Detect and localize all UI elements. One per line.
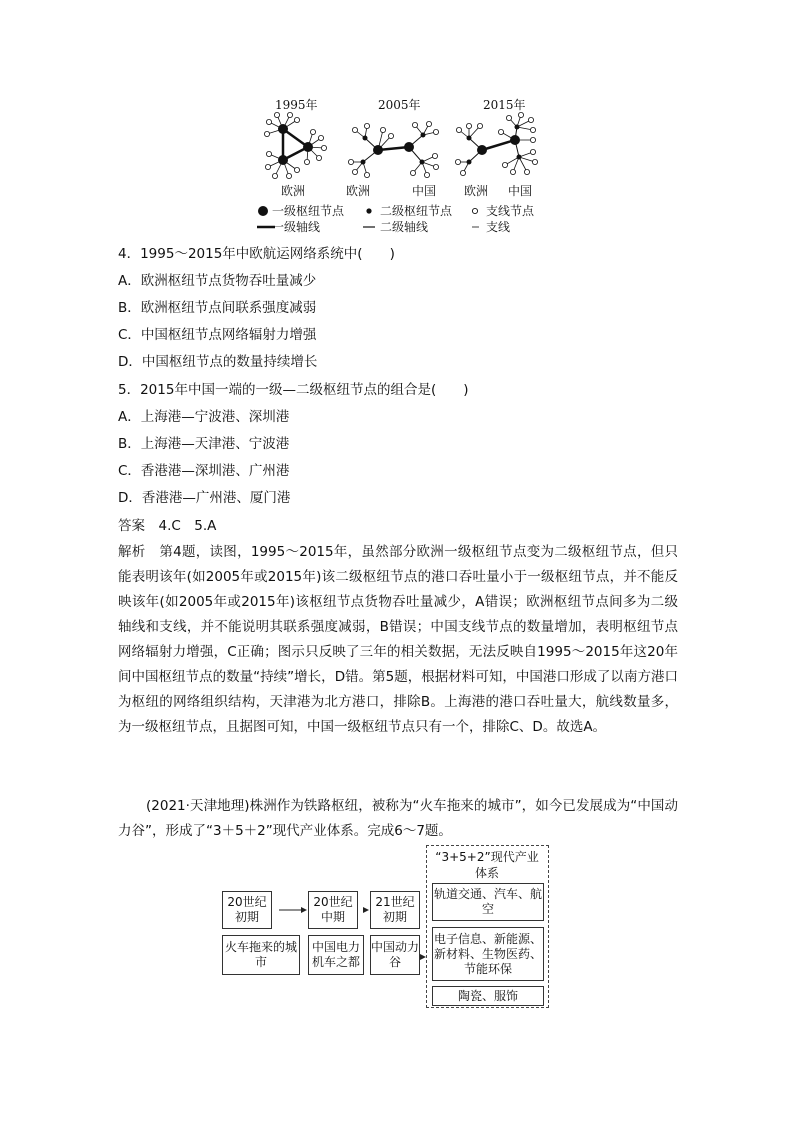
question-4-stem: 4．1995～2015年中欧航运网络系统中( ) <box>118 246 395 262</box>
legend-primary-node: 一级枢纽节点 <box>272 204 345 218</box>
legend-primary-axis: 一级轴线 <box>272 220 321 234</box>
industry-system-title: “3+5+2”现代产业体系 <box>435 850 539 880</box>
branch-node-symbol <box>468 204 482 218</box>
legend-branch-line: 支线 <box>486 220 511 234</box>
analysis-paragraph: 解析 第4题，读图，1995～2015年，虽然部分欧洲一级枢纽节点变为二级枢纽节点，但只能表明该年(如2005年或2015年)该二级枢纽节点的港口吞吐量小于一级枢纽节点，并不能反映该年(如2005年或2015年)该枢纽节点货物吞吐量减少，A错误；欧洲枢纽节点间多为二级轴线和支线，并不能说明其联系强度减弱，B错误；中国支线节点的数量增加，表明枢纽节点网络辐射力增强，C正确；图示只反映了三年的相关数据，无法反映自1995～2015年这20年间中国枢纽节点的数量“持续”增长，D错。第5题，根据材料可知，中国港口形成了以南方港口为枢纽的网络组织结构，天津港为北方港口，排除B。上海港的港口吞吐量大，航线数量多，为一级枢纽节点，且据图可知，中国一级枢纽节点只有一个，排除C、D。故选A。 <box>118 544 678 735</box>
secondary-axis-symbol <box>362 221 378 233</box>
industry-box-ceramics-apparel: 陶瓷、服饰 <box>432 986 544 1006</box>
answer-line: 答案 4.C 5.A <box>118 518 217 534</box>
year-label-2005: 2005年 <box>378 98 421 112</box>
network-2005 <box>348 121 438 177</box>
label-europe-1995: 欧洲 <box>281 184 306 198</box>
question-4-option-d: D．中国枢纽节点的数量持续增长 <box>118 354 318 370</box>
period-box-mid-20th: 20世纪中期 <box>308 891 358 929</box>
year-label-1995: 1995年 <box>275 98 318 112</box>
question-5-option-a: A．上海港—宁波港、深圳港 <box>118 409 290 425</box>
secondary-node-symbol <box>362 204 376 218</box>
name-box-power-valley: 中国动力谷 <box>370 935 420 975</box>
label-europe-2015: 欧洲 <box>464 184 489 198</box>
question-5-option-c: C．香港港—深圳港、广州港 <box>118 463 290 479</box>
industry-box-rail-auto-aviation: 轨道交通、汽车、航空 <box>432 883 544 921</box>
name-box-train-city: 火车拖来的城市 <box>222 935 300 975</box>
question-4-option-a: A．欧洲枢纽节点货物吞吐量减少 <box>118 273 317 289</box>
industry-box-emerging: 电子信息、新能源、新材料、生物医药、节能环保 <box>432 927 544 981</box>
network-1995 <box>264 112 326 178</box>
question-4-option-c: C．中国枢纽节点网络辐射力增强 <box>118 327 317 343</box>
year-label-2015: 2015年 <box>483 98 526 112</box>
branch-line-symbol <box>470 221 482 233</box>
question-5-option-b: B．上海港—天津港、宁波港 <box>118 436 290 452</box>
legend-branch-node: 支线节点 <box>486 204 535 218</box>
name-box-locomotive-capital: 中国电力机车之都 <box>308 935 364 975</box>
period-box-early-21st: 21世纪初期 <box>370 891 420 929</box>
question-5-stem: 5．2015年中国一端的一级—二级枢纽节点的组合是( ) <box>118 382 469 398</box>
period-box-early-20th: 20世纪初期 <box>222 891 272 929</box>
question-4-option-b: B．欧洲枢纽节点间联系强度减弱 <box>118 300 317 316</box>
question-5-option-d: D．香港港—广州港、厦门港 <box>118 490 291 506</box>
legend-secondary-axis: 二级轴线 <box>380 220 429 234</box>
legend-secondary-node: 二级枢纽节点 <box>380 204 453 218</box>
primary-node-symbol <box>256 204 270 218</box>
label-europe-2005: 欧洲 <box>346 184 371 198</box>
label-china-2005: 中国 <box>412 184 437 198</box>
network-2015 <box>455 112 537 175</box>
network-diagram <box>255 110 545 185</box>
label-china-2015: 中国 <box>508 184 533 198</box>
intro-paragraph: (2021·天津地理)株洲作为铁路枢纽，被称为“火车拖来的城市”，如今已发展成为“中国动力谷”，形成了“3＋5＋2”现代产业体系。完成6～7题。 <box>118 798 678 839</box>
